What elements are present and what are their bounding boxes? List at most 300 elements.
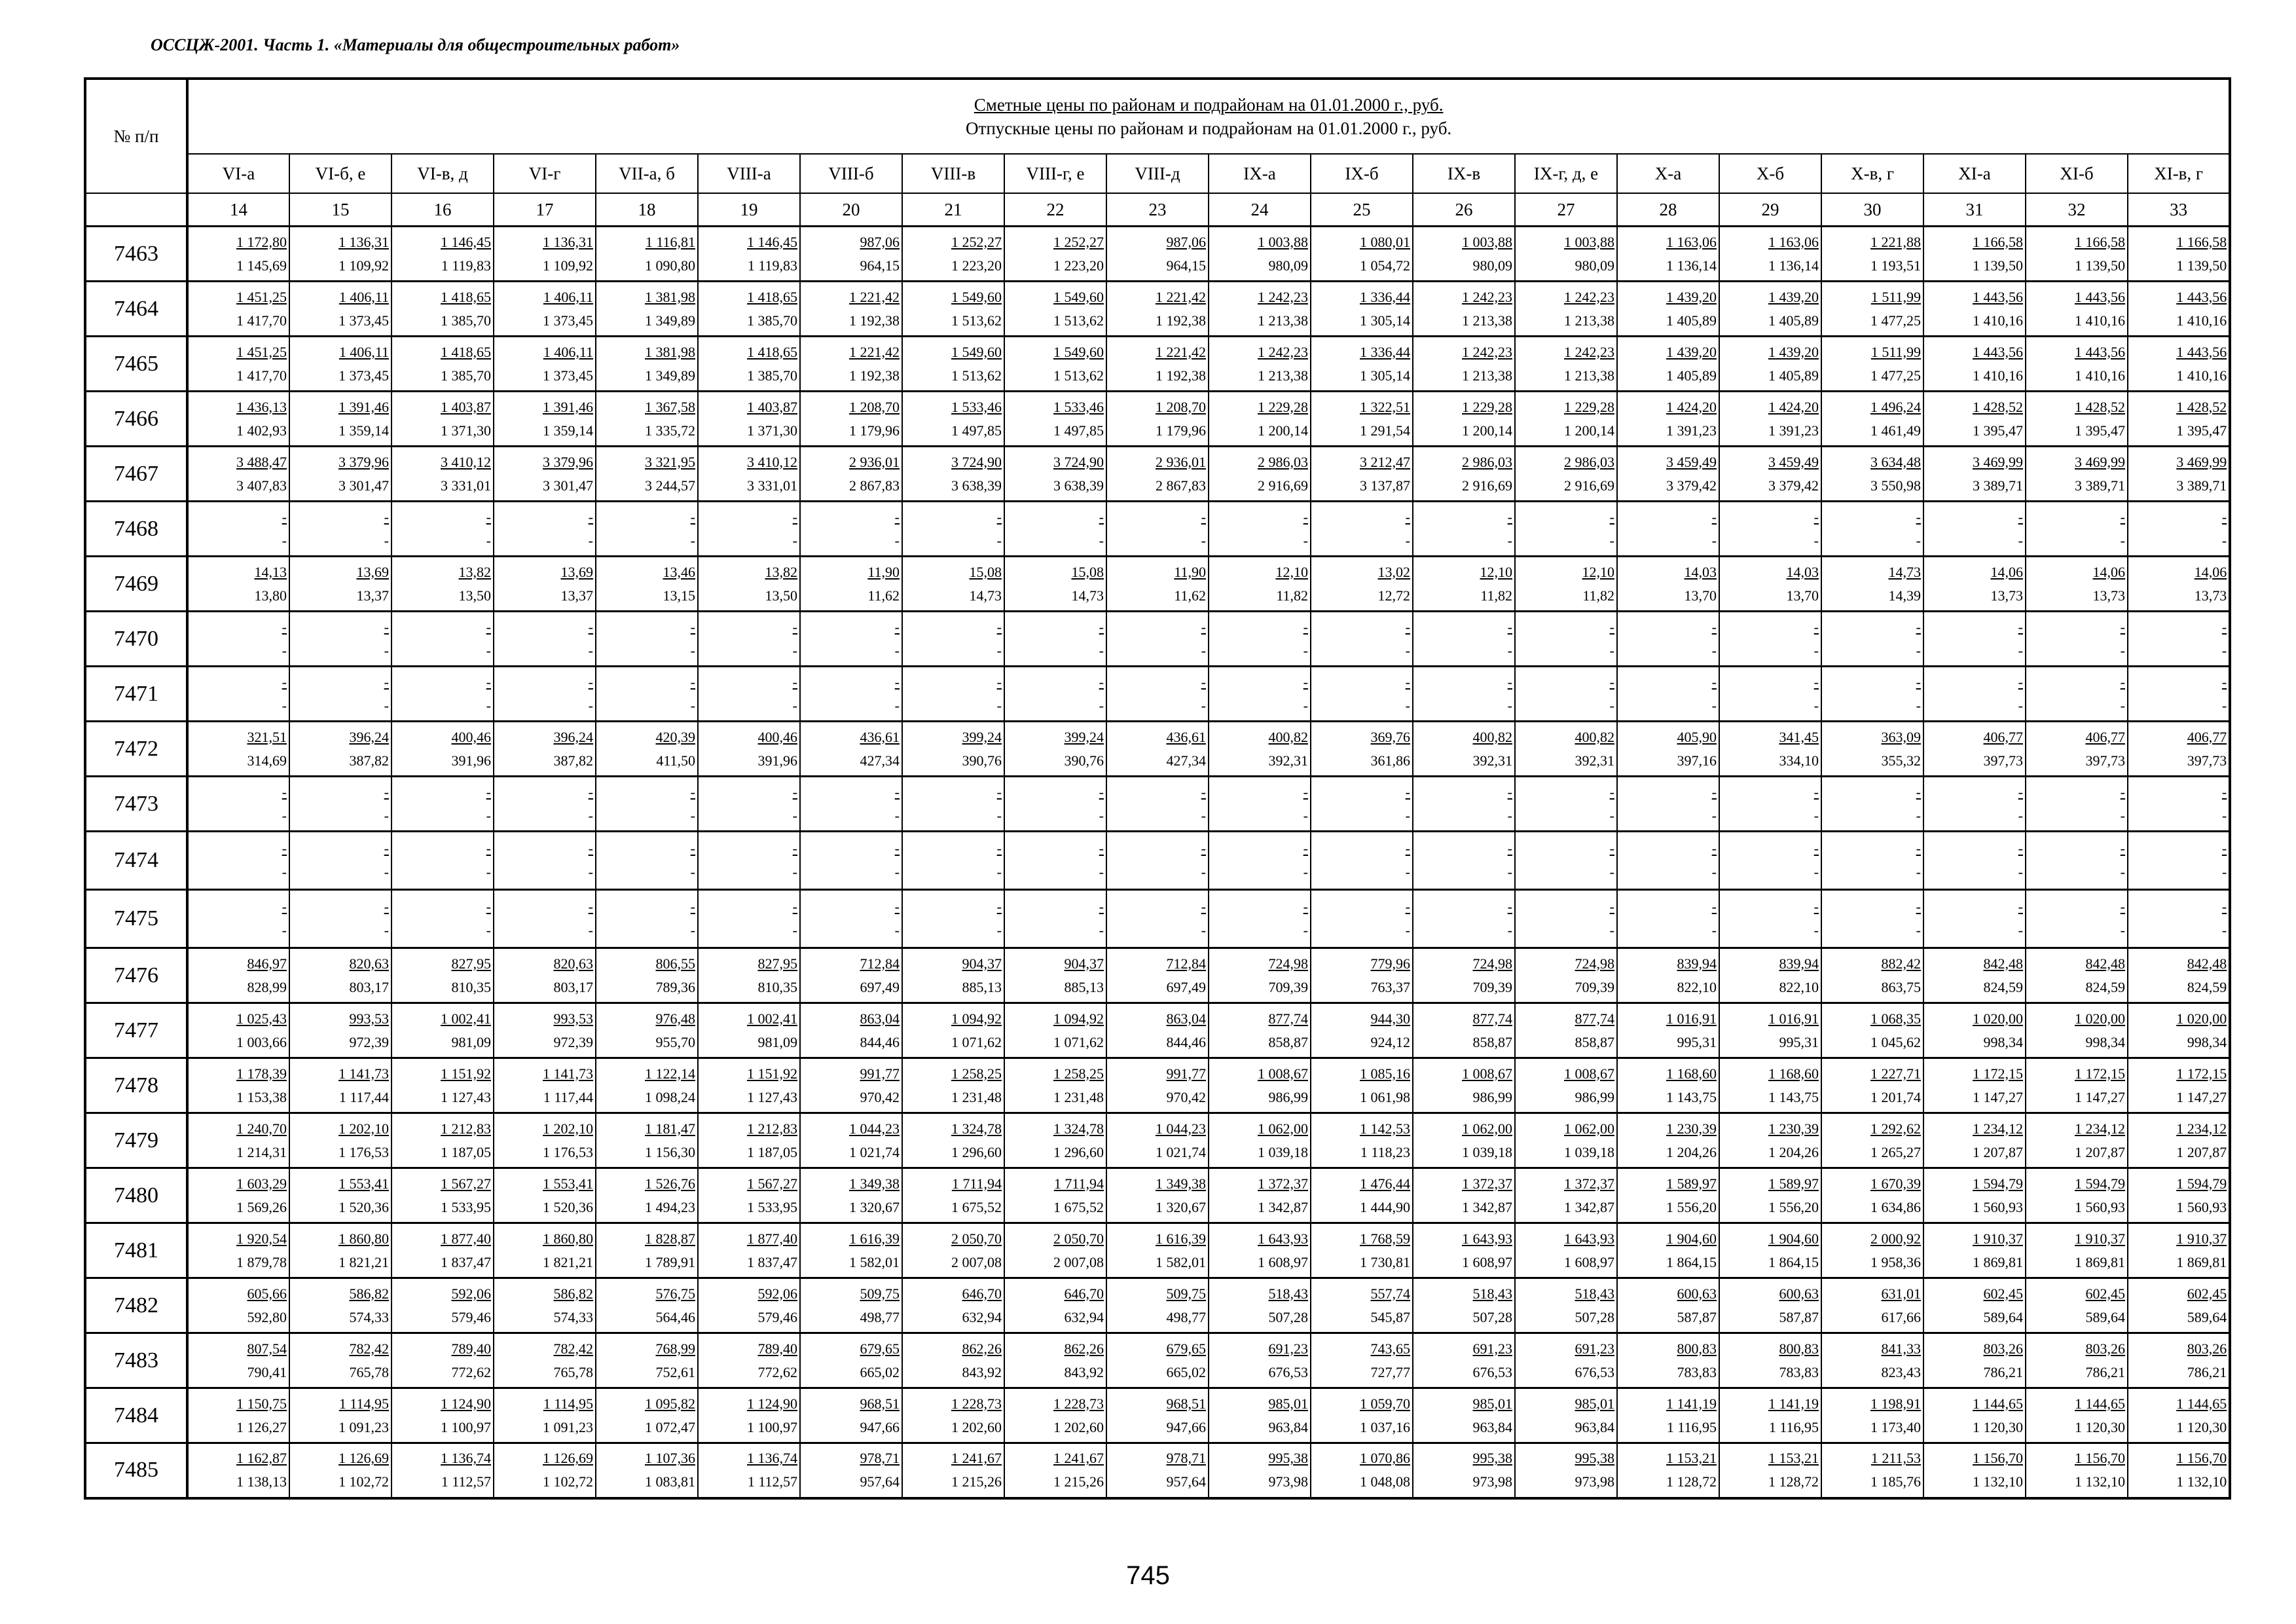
price-cell [902,1058,1004,1113]
estimated-price: 1 020,00 [2176,1010,2227,1027]
release-price: 397,73 [1983,752,2023,769]
estimated-price: 1 136,74 [441,1450,491,1467]
estimated-price: 1 496,24 [1870,398,1921,415]
price-cell [1719,1278,1821,1333]
estimated-price: 518,43 [1575,1285,1614,1302]
release-price: 1 145,69 [236,257,287,274]
release-price: - [792,697,797,714]
price-cell [1311,1443,1413,1498]
estimated-price: 1 085,16 [1360,1065,1410,1082]
price-cell [1923,392,2026,447]
price-cell [187,832,289,890]
price-cell [596,502,698,557]
region-header: VI-г [494,154,596,193]
estimated-price: 509,75 [1166,1285,1206,1302]
estimated-price: - [1609,508,1614,525]
release-price: 1 128,72 [1768,1473,1819,1490]
estimated-price: 3 410,12 [747,453,797,470]
table-row [85,1388,2230,1443]
estimated-price: 944,30 [1370,1010,1410,1027]
price-cell [1719,832,1821,890]
price-cell [1106,502,1209,557]
price-cell [902,722,1004,777]
price-cell [1106,777,1209,832]
estimated-price: 12,10 [1275,563,1308,580]
estimated-price: 842,48 [1983,955,2023,972]
price-cell [2128,1058,2230,1113]
estimated-price: 1 116,81 [645,233,695,250]
release-price: 1 373,45 [543,367,593,384]
estimated-price: 1 002,41 [747,1010,797,1027]
estimated-price: 1 141,19 [1768,1395,1819,1412]
release-price: 1 213,38 [1564,367,1614,384]
price-cell [494,1058,596,1113]
column-number: 21 [902,193,1004,227]
estimated-price: - [2221,618,2227,635]
release-price: 822,10 [1779,978,1819,995]
estimated-price: 1 533,46 [951,398,1002,415]
release-price: 1 139,50 [2075,257,2125,274]
price-cell [392,722,494,777]
estimated-price: 1 166,58 [1973,233,2023,250]
price-cell [187,777,289,832]
estimated-price: 1 451,25 [236,343,287,360]
price-cell [2128,832,2230,890]
estimated-price: 1 212,83 [441,1120,491,1137]
estimated-price: 1 172,15 [2075,1065,2125,1082]
release-price: 765,78 [553,1363,593,1380]
release-price: 3 638,39 [951,477,1002,494]
price-cell [1209,1278,1311,1333]
release-price: 1 100,97 [747,1418,797,1435]
estimated-price: - [1201,783,1206,800]
table-row [85,392,2230,447]
price-cell [289,1333,392,1388]
price-cell [289,1003,392,1058]
release-price: - [1609,864,1614,880]
release-price: - [894,864,900,880]
release-price: 1 582,01 [849,1253,900,1270]
price-cell [1413,722,1515,777]
estimated-price: 1 136,31 [338,233,389,250]
estimated-price: 877,74 [1268,1010,1308,1027]
estimated-price: - [1916,508,1921,525]
estimated-price: 995,38 [1268,1450,1308,1467]
release-price: - [1099,864,1104,880]
release-price: 11,82 [1582,587,1614,604]
column-number: 24 [1209,193,1311,227]
release-price: 1 213,38 [1258,367,1308,384]
release-price: - [282,532,287,549]
release-price: 13,70 [1786,587,1819,604]
price-cell [1923,1443,2026,1498]
estimated-price: 1 212,83 [747,1120,797,1137]
release-price: 1 207,87 [2176,1143,2227,1160]
release-price: - [996,922,1002,938]
release-price: - [996,807,1002,824]
estimated-price: 1 336,44 [1360,343,1410,360]
release-price: 1 202,60 [1053,1418,1104,1435]
price-cell [2128,1113,2230,1168]
price-cell [1821,337,1923,392]
estimated-price: - [2018,898,2023,915]
price-cell [1719,1113,1821,1168]
estimated-price: 1 670,39 [1870,1175,1921,1192]
release-price: 1 395,47 [1973,422,2023,439]
estimated-price: 1 258,25 [951,1065,1002,1082]
price-cell [2128,502,2230,557]
price-cell [2026,777,2128,832]
estimated-price: 1 153,21 [1666,1450,1717,1467]
estimated-price: 1 208,70 [1156,398,1206,415]
estimated-price: - [1405,618,1410,635]
price-cell [187,1333,289,1388]
estimated-price: - [2120,783,2125,800]
price-cell [596,1388,698,1443]
release-price: - [1303,642,1308,659]
price-cell [2026,282,2128,337]
price-cell [1515,1223,1617,1278]
price-cell [1719,1223,1821,1278]
price-cell [1515,722,1617,777]
price-cell [2026,337,2128,392]
release-price: - [384,922,389,938]
price-cell [392,282,494,337]
price-cell [800,1443,902,1498]
release-price: 1 410,16 [1973,312,2023,329]
estimated-price: - [1099,508,1104,525]
release-price: 1 156,30 [645,1143,695,1160]
row-index: 7466 [85,392,187,447]
release-price: 617,66 [1881,1308,1921,1325]
estimated-price: 842,48 [2187,955,2227,972]
price-cell [1923,832,2026,890]
estimated-price: 1 208,70 [849,398,900,415]
release-price: 1 730,81 [1360,1253,1410,1270]
price-cell [1923,447,2026,502]
price-cell [494,337,596,392]
estimated-price: - [1099,618,1104,635]
price-cell [494,1113,596,1168]
release-price: 1 634,86 [1870,1198,1921,1215]
estimated-price: 2 050,70 [1053,1230,1104,1247]
price-cell [187,667,289,722]
estimated-price: - [1303,898,1308,915]
release-price: 361,86 [1370,752,1410,769]
estimated-price: 3 459,49 [1666,453,1717,470]
release-price: 1 179,96 [849,422,900,439]
release-price: 390,76 [962,752,1002,769]
release-price: - [384,697,389,714]
estimated-price: - [1711,783,1717,800]
price-cell [800,1223,902,1278]
release-price: 13,73 [2194,587,2227,604]
estimated-price: 1 258,25 [1053,1065,1104,1082]
release-price: - [792,922,797,938]
estimated-price: - [690,840,695,857]
release-price: 1 173,40 [1870,1418,1921,1435]
price-cell [1209,890,1311,948]
release-price: - [1609,642,1614,659]
release-price: 810,35 [451,978,491,995]
release-price: 1 533,95 [441,1198,491,1215]
release-price: 1 192,38 [1156,367,1206,384]
price-cell [1821,1443,1923,1498]
release-price: 1 118,23 [1360,1143,1410,1160]
release-price: 1 494,23 [645,1198,695,1215]
release-price: - [1609,532,1614,549]
release-price: 858,87 [1472,1033,1512,1050]
price-cell [1106,1333,1209,1388]
price-cell [1106,948,1209,1003]
price-cell [494,948,596,1003]
estimated-price: - [1916,618,1921,635]
release-price: - [1405,642,1410,659]
release-price: - [894,807,900,824]
estimated-price: 1 230,39 [1666,1120,1717,1137]
estimated-price: 1 406,11 [543,343,593,360]
price-cell [1719,612,1821,667]
price-cell [494,1223,596,1278]
estimated-price: 14,03 [1684,563,1717,580]
estimated-price: - [792,840,797,857]
price-cell [1719,667,1821,722]
release-price: 411,50 [656,752,695,769]
estimated-price: - [792,618,797,635]
price-cell [289,777,392,832]
price-cell [392,832,494,890]
estimated-price: - [1099,840,1104,857]
price-cell [1923,1333,2026,1388]
release-price: 1 139,50 [2176,257,2227,274]
price-cell [1413,502,1515,557]
release-price: 1 320,67 [849,1198,900,1215]
release-price: 3 301,47 [338,477,389,494]
release-price: 507,28 [1575,1308,1614,1325]
release-price: 11,62 [1174,587,1206,604]
price-cell [1413,832,1515,890]
price-cell [1413,1443,1515,1498]
release-price: 1 296,60 [1053,1143,1104,1160]
price-cell [392,1278,494,1333]
estimated-price: 978,71 [860,1450,900,1467]
estimated-price: 691,23 [1472,1340,1512,1357]
price-cell [289,1278,392,1333]
price-cell [1311,1058,1413,1113]
release-price: 1 147,27 [1973,1088,2023,1105]
release-price: - [1099,922,1104,938]
estimated-price: - [2221,898,2227,915]
price-cell [1719,1333,1821,1388]
estimated-price: 839,94 [1677,955,1717,972]
price-cell [596,612,698,667]
release-price: 589,64 [1983,1308,2023,1325]
region-header: IX-a [1209,154,1311,193]
release-price: 1 569,26 [236,1198,287,1215]
estimated-price: 586,82 [349,1285,389,1302]
release-price: 980,09 [1575,257,1614,274]
release-price: 1 385,70 [441,367,491,384]
price-cell [187,282,289,337]
release-price: - [690,922,695,938]
estimated-price: - [1916,673,1921,690]
estimated-price: 3 321,95 [645,453,695,470]
release-price: 1 215,26 [1053,1473,1104,1490]
estimated-price: 3 724,90 [951,453,1002,470]
release-price: 964,15 [1166,257,1206,274]
estimated-price: 1 439,20 [1666,288,1717,305]
release-price: - [1916,864,1921,880]
estimated-price: 15,08 [1071,563,1104,580]
release-price: 727,77 [1370,1363,1410,1380]
estimated-price: - [792,783,797,800]
estimated-price: 1 324,78 [951,1120,1002,1137]
price-cell [1413,1388,1515,1443]
estimated-price: 2 936,01 [849,453,900,470]
price-cell [2026,832,2128,890]
estimated-price: 1 443,56 [1973,288,2023,305]
price-cell [1821,1333,1923,1388]
release-price: - [1813,864,1819,880]
estimated-price: 779,96 [1370,955,1410,972]
estimated-price: 1 141,73 [338,1065,389,1082]
price-cell [289,447,392,502]
price-cell [1821,722,1923,777]
release-price: - [486,807,491,824]
release-price: 2 007,08 [1053,1253,1104,1270]
price-cell [1821,612,1923,667]
column-number: 19 [698,193,800,227]
price-cell [902,392,1004,447]
price-cell [1821,447,1923,502]
estimated-price: 1 439,20 [1768,343,1819,360]
region-header: VIII-a [698,154,800,193]
price-cell [1515,447,1617,502]
price-cell [1515,612,1617,667]
estimated-price: - [486,840,491,857]
price-cell [392,502,494,557]
price-cell [1004,1333,1106,1388]
estimated-price: - [2120,618,2125,635]
release-price: 13,37 [560,587,593,604]
price-cell [902,667,1004,722]
index-column-header: № п/п [85,79,187,193]
estimated-price: 13,82 [458,563,491,580]
estimated-price: - [1507,673,1512,690]
estimated-price: 1 242,23 [1462,288,1512,305]
estimated-price: - [1405,840,1410,857]
release-price: - [1711,864,1717,880]
release-price: 676,53 [1268,1363,1308,1380]
price-cell [1413,948,1515,1003]
release-price: 387,82 [553,752,593,769]
price-cell [2128,777,2230,832]
price-cell [494,1443,596,1498]
price-cell [1413,447,1515,502]
row-index: 7473 [85,777,187,832]
release-price: 1 213,38 [1258,312,1308,329]
release-price: 13,73 [2092,587,2125,604]
price-cell [1821,557,1923,612]
estimated-price: - [2018,673,2023,690]
release-price: 1 132,10 [1973,1473,2023,1490]
release-price: 1 003,66 [236,1033,287,1050]
estimated-price: 14,06 [2194,563,2227,580]
estimated-price: 985,01 [1268,1395,1308,1412]
estimated-price: - [1916,840,1921,857]
estimated-price: - [996,898,1002,915]
estimated-price: 592,06 [757,1285,797,1302]
region-header-row [85,154,2230,193]
estimated-price: 1 221,42 [1156,343,1206,360]
release-price: 803,17 [553,978,593,995]
estimated-price: 602,45 [2187,1285,2227,1302]
release-price: - [690,642,695,659]
price-cell [902,1113,1004,1168]
price-cell [1413,392,1515,447]
price-cell [1311,1113,1413,1168]
price-cell [187,722,289,777]
price-cell [1719,777,1821,832]
release-price: 1 373,45 [338,367,389,384]
price-cell [1209,1388,1311,1443]
release-price: 392,31 [1472,752,1512,769]
price-cell [1515,1278,1617,1333]
estimated-price: 1 124,90 [747,1395,797,1412]
price-cell [1209,557,1311,612]
release-price: - [2221,922,2227,938]
price-cell [1209,1113,1311,1168]
release-price: 397,73 [2085,752,2125,769]
estimated-price: 1 910,37 [1973,1230,2023,1247]
release-price: - [486,642,491,659]
price-cell [902,282,1004,337]
estimated-price: 586,82 [553,1285,593,1302]
release-price: - [2221,864,2227,880]
price-cell [800,1058,902,1113]
release-price: 1 608,97 [1462,1253,1512,1270]
estimated-price: 3 212,47 [1360,453,1410,470]
estimated-price: 3 379,96 [543,453,593,470]
estimated-price: 1 443,56 [2075,288,2125,305]
price-cell [800,337,902,392]
price-cell [2026,890,2128,948]
price-cell [596,667,698,722]
release-price: 1 513,62 [951,312,1002,329]
price-cell [1515,890,1617,948]
release-price: 1 513,62 [951,367,1002,384]
estimated-price: 3 488,47 [236,453,287,470]
estimated-price: 1 904,60 [1768,1230,1819,1247]
estimated-price: - [1916,898,1921,915]
price-cell [187,1058,289,1113]
estimated-price: 1 403,87 [441,398,491,415]
release-price: 1 864,15 [1666,1253,1717,1270]
release-price: - [588,532,593,549]
release-price: 1 213,38 [1462,312,1512,329]
estimated-price: 1 025,43 [236,1010,287,1027]
release-price: 783,83 [1677,1363,1717,1380]
table-row [85,1278,2230,1333]
price-cell [1311,1168,1413,1223]
estimated-price: 782,42 [553,1340,593,1357]
estimated-price: 1 144,65 [2075,1395,2125,1412]
release-price: - [2018,864,2023,880]
estimated-price: - [894,673,900,690]
estimated-price: 1 643,93 [1564,1230,1614,1247]
release-price: - [2018,922,2023,938]
estimated-price: 1 020,00 [1973,1010,2023,1027]
